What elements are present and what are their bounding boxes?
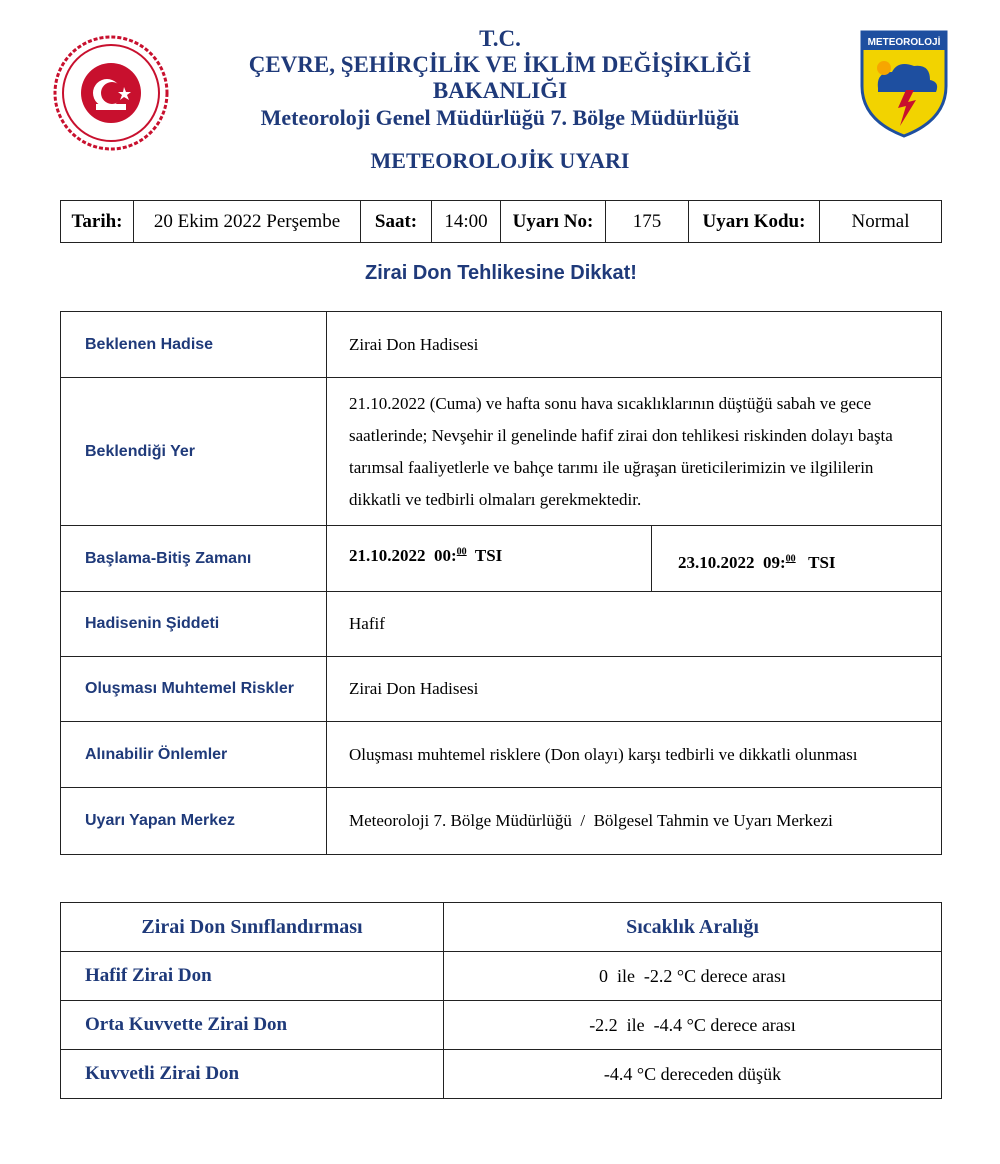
end-date: 23.10.2022	[678, 553, 755, 572]
details-row-event	[61, 312, 942, 378]
table-row	[61, 1050, 942, 1099]
warning-code-label: Uyarı Kodu:	[689, 201, 820, 243]
measures-value: Oluşması muhtemel risklere (Don olayı) karşı tedbirli ve dikkatli olunması	[327, 722, 942, 788]
warning-code-value: Normal	[820, 201, 942, 243]
frost-class-range: 0 ile -2.2 °C derece arası	[444, 952, 942, 1001]
header-ministry-line2: BAKANLIĞI	[432, 78, 568, 103]
frost-class-range: -4.4 °C dereceden düşük	[444, 1050, 942, 1099]
start-date: 21.10.2022	[349, 546, 426, 565]
warning-meta-table	[60, 200, 942, 243]
time-range-label: Başlama-Bitiş Zamanı	[61, 526, 327, 592]
classification-col-range: Sıcaklık Aralığı	[444, 903, 942, 952]
time-label: Saat:	[361, 201, 432, 243]
header-tc: T.C.	[479, 26, 521, 51]
warning-no-label: Uyarı No:	[501, 201, 606, 243]
end-minute: 00	[785, 553, 796, 565]
end-hour: 09:	[763, 553, 786, 572]
details-row-measures	[61, 722, 942, 788]
event-value: Zirai Don Hadisesi	[327, 312, 942, 378]
center-label: Uyarı Yapan Merkez	[61, 788, 327, 855]
risks-label: Oluşması Muhtemel Riskler	[61, 657, 327, 722]
severity-value: Hafif	[327, 592, 942, 657]
table-row	[61, 1001, 942, 1050]
table-row	[61, 952, 942, 1001]
measures-label: Alınabilir Önlemler	[61, 722, 327, 788]
document-title: METEOROLOJİK UYARI	[370, 148, 630, 173]
place-value: 21.10.2022 (Cuma) ve hafta sonu hava sıcaklıklarının düştüğü sabah ve gece saatlerinde; Nevşehir il genelinde hafif zirai don tehlikesi riskinden dolayı başta tarımsal faaliyetlerle ve bahçe tarımı ile uğraşan üreticilerimizin ve ilgililerin dikkatli ve tedbirli olmaları gerekmektedir.	[327, 378, 942, 526]
start-minute: 00	[456, 546, 467, 558]
end-time	[652, 526, 942, 592]
details-row-time	[61, 526, 942, 592]
frost-class-name: Hafif Zirai Don	[61, 952, 444, 1001]
warning-no-value: 175	[606, 201, 689, 243]
header-directorate: Meteoroloji Genel Müdürlüğü 7. Bölge Müdürlüğü	[260, 105, 740, 130]
warning-headline: Zirai Don Tehlikesine Dikkat!	[365, 262, 637, 284]
frost-class-name: Kuvvetli Zirai Don	[61, 1050, 444, 1099]
risks-value: Zirai Don Hadisesi	[327, 657, 942, 722]
frost-classification-table	[60, 902, 942, 1099]
document-header	[190, 26, 810, 132]
start-time	[327, 526, 652, 592]
time-value: 14:00	[432, 201, 501, 243]
details-row-severity	[61, 592, 942, 657]
date-label: Tarih:	[61, 201, 134, 243]
frost-class-range: -2.2 ile -4.4 °C derece arası	[444, 1001, 942, 1050]
severity-label: Hadisenin Şiddeti	[61, 592, 327, 657]
details-row-place	[61, 378, 942, 526]
meteoroloji-logo	[858, 28, 950, 138]
date-value: 20 Ekim 2022 Perşembe	[134, 201, 361, 243]
place-label: Beklendiği Yer	[61, 378, 327, 526]
frost-class-name: Orta Kuvvette Zirai Don	[61, 1001, 444, 1050]
details-row-center	[61, 788, 942, 855]
details-row-risks	[61, 657, 942, 722]
center-value: Meteoroloji 7. Bölge Müdürlüğü / Bölgesel Tahmin ve Uyarı Merkezi	[327, 788, 942, 855]
warning-details-table	[60, 311, 942, 855]
header-ministry-line1: ÇEVRE, ŞEHİRÇİLİK VE İKLİM DEĞİŞİKLİĞİ	[248, 52, 752, 77]
start-hour: 00:	[434, 546, 457, 565]
ministry-seal-logo	[52, 34, 170, 152]
start-timezone: TSI	[474, 546, 503, 565]
classification-col-name: Zirai Don Sınıflandırması	[61, 903, 444, 952]
end-timezone: TSI	[808, 553, 836, 572]
classification-header-row	[61, 903, 942, 952]
event-label: Beklenen Hadise	[61, 312, 327, 378]
meteoroloji-logo-text: METEOROLOJİ	[867, 37, 941, 48]
